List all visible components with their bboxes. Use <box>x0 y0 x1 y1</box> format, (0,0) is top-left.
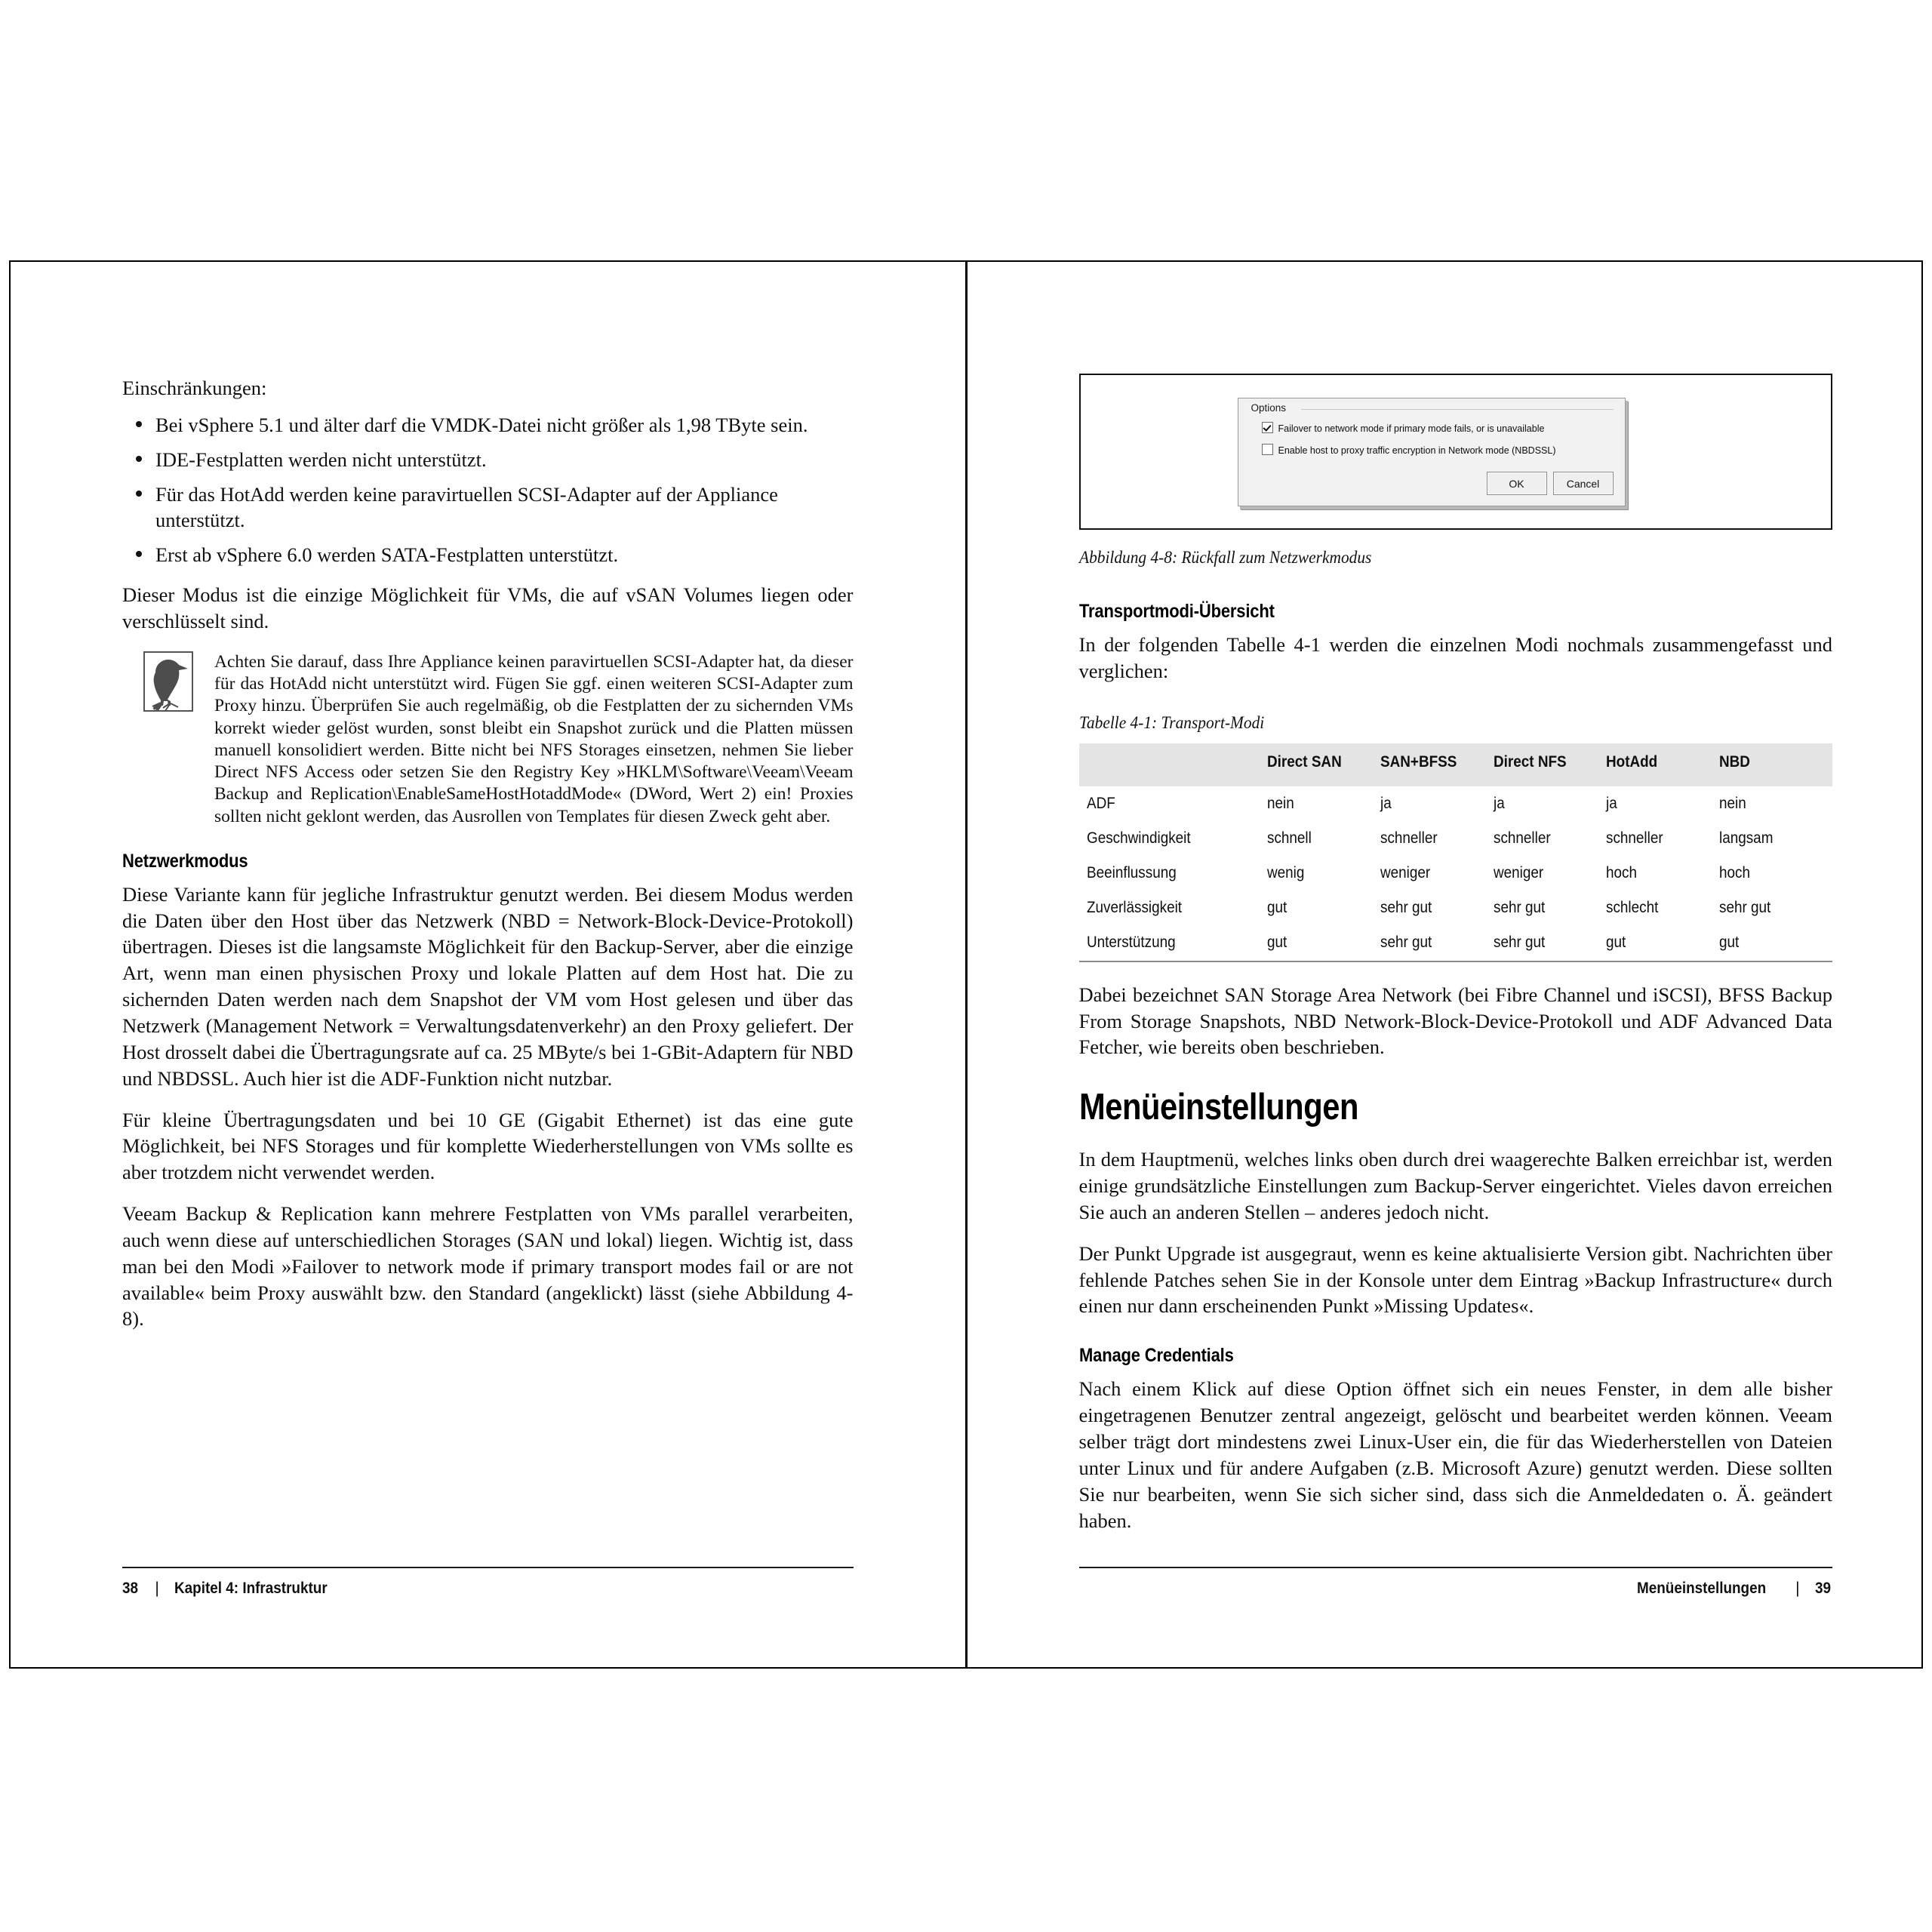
page-number: 39 <box>1814 1580 1831 1597</box>
table-cell: langsam <box>1719 829 1774 847</box>
list-item <box>122 542 854 568</box>
list-item <box>122 412 854 438</box>
right-page <box>968 262 1922 1667</box>
paragraph: Dabei bezeichnet SAN Storage Area Network (bei Fibre Channel und iSCSI), BFSS Backup From Storage Snapshots, NBD Network-Block-Device-Protokoll und ADF Advanced Data Fetcher, wie bereits oben beschrieben. <box>1078 983 1832 1059</box>
chapter-heading-menueeinstellungen: Menüeinstellungen <box>1078 1087 1358 1128</box>
footer-separator: | <box>155 1580 159 1597</box>
table-cell: sehr gut <box>1380 898 1432 916</box>
list-item-text: Bei vSphere 5.1 und älter darf die VMDK-Datei nicht größer als 1,98 TByte sein. <box>155 413 808 436</box>
paragraph: Nach einem Klick auf diese Option öffnet sich ein neues Fenster, in dem alle bisher eingetragenen Benutzer zentral angezeigt, gelöscht und bearbeitet werden können. Veeam selber trägt dort mindestens zwei Linux-User ein, die für das Wiederherstellen von Dateien unter Linux und für andere Aufgaben (z.B. Microsoft Azure) genutzt werden. Diese sollten Sie nur bearbeiten, wenn Sie sich sicher sind, dass sich die Anmeldedaten o. Ä. geändert haben. <box>1078 1377 1832 1532</box>
column-header: SAN+BFSS <box>1380 752 1457 771</box>
bullet-dot <box>136 456 142 462</box>
row-label: Zuverlässigkeit <box>1086 898 1182 916</box>
right-page-footer <box>1079 1567 1833 1598</box>
list-item-text: IDE-Festplatten werden nicht unterstützt. <box>155 448 487 471</box>
column-header: Direct NFS <box>1493 752 1567 771</box>
column-header: HotAdd <box>1606 752 1658 771</box>
limitations-list <box>122 412 854 568</box>
table-cell: nein <box>1267 794 1294 812</box>
table-cell: schneller <box>1493 829 1551 847</box>
table-cell: weniger <box>1493 863 1543 881</box>
table-cell: schnell <box>1267 829 1312 847</box>
table-cell: gut <box>1606 925 1719 961</box>
table-row <box>1079 925 1833 961</box>
table-cell: sehr gut <box>1380 925 1494 961</box>
checkbox-checked-icon[interactable] <box>1262 422 1273 433</box>
paragraph: In dem Hauptmenü, welches links oben durch drei waagerechte Balken erreichbar ist, werden einige grundsätzliche Einstellungen zum Backup-Server eingerichtet. Vieles davon erreichen Sie auch an anderen Stellen – anderes jedoch nicht. <box>1078 1148 1832 1223</box>
table-row <box>1079 786 1833 821</box>
table-cell: schneller <box>1380 829 1438 847</box>
table-row <box>1079 856 1833 891</box>
dialog-inner <box>1244 402 1620 501</box>
limitations-label: Einschränkungen: <box>122 377 267 399</box>
table-cell: schlecht <box>1606 898 1659 916</box>
list-item <box>122 447 854 473</box>
page-number: 38 <box>122 1580 139 1597</box>
table-header-row <box>1079 743 1833 786</box>
paragraph: Veeam Backup & Replication kann mehrere Festplatten von VMs parallel verarbeiten, auch wenn diese auf unterschiedlichen Storages (SAN und lokal) liegen. Wichtig ist, dass man bei den Modi »Failover to network mode if primary transport modes fail or are not available« beim Proxy auswählt bzw. den Standard (angeklickt) lässt (siehe Abbildung 4-8). <box>122 1202 854 1331</box>
options-dialog <box>1238 398 1626 506</box>
row-label: Beeinflussung <box>1086 863 1177 881</box>
row-label: ADF <box>1086 794 1115 812</box>
note-text: Achten Sie darauf, dass Ihre Appliance keinen paravirtuellen SCSI-Adapter hat, da dieser für das HotAdd nicht unterstützt wird. Fügen Sie ggf. einen weiteren SCSI-Adapter zum Proxy hinzu. Überprüfen Sie auch regelmäßig, ob die Festplatten der zu sichernden VMs korrekt wieder gelöst wurden, sonst bleibt ein Snapshot zurück und die Platten müssen manuell konsolidiert werden. Bitte nicht bei NFS Storages einsetzen, nehmen Sie lieber Direct NFS Access oder setzen Sie den Registry Key »HKLM\Software\Veeam\Veeam Backup and Replication\EnableSameHostHotaddMode« (DWord, Wert 2) ein! Proxies sollten nicht geklont werden, das Ausrollen von Templates für diesen Zweck geht aber. <box>214 651 854 826</box>
transport-modes-table <box>1079 743 1833 962</box>
bullet-dot <box>136 551 142 557</box>
checkbox-nbdssl-row[interactable] <box>1262 444 1556 456</box>
table-cell: schneller <box>1606 829 1664 847</box>
list-item-text: Erst ab vSphere 6.0 werden SATA-Festplatten unterstützt. <box>155 543 619 567</box>
subsection-heading-manage-credentials: Manage Credentials <box>1078 1345 1234 1367</box>
left-page-footer <box>122 1567 854 1598</box>
bullet-dot <box>136 421 142 427</box>
vsan-note-paragraph: Dieser Modus ist die einzige Möglichkeit für VMs, die auf vSAN Volumes liegen oder verschlüsselt sind. <box>122 583 854 632</box>
book-spread <box>9 260 1923 1669</box>
table-cell: wenig <box>1267 863 1305 881</box>
table-cell: gut <box>1267 898 1287 916</box>
left-page <box>11 262 968 1667</box>
left-page-body <box>122 262 854 1667</box>
table-cell: gut <box>1267 925 1380 961</box>
list-item <box>122 481 854 534</box>
table-cell: ja <box>1606 794 1618 812</box>
ok-button[interactable]: OK <box>1487 472 1547 495</box>
table-cell: sehr gut <box>1719 898 1771 916</box>
paragraph: Diese Variante kann für jegliche Infrastruktur genutzt werden. Bei diesem Modus werden die Daten über den Host über das Netzwerk (NBD = Network-Block-Device-Protokoll) übertragen. Dieses ist die langsamste Möglichkeit für den Backup-Server, aber die einzige Art, wenn man einen physischen Proxy und lokale Platten auf dem Host hat. Die zu sichernden Daten werden nach dem Snapshot der VM vom Host gelesen und über das Netzwerk (Management Network = Verwaltungsdatenverkehr) an den Proxy geliefert. Der Host drosselt dabei die Übertragungsrate auf ca. 25 MByte/s bei 1-GBit-Adaptern für NBD und NBDSSL. Auch hier ist die ADF-Funktion nicht nutzbar. <box>122 882 854 1090</box>
raven-icon <box>143 651 193 712</box>
checkbox-unchecked-icon[interactable] <box>1262 444 1273 455</box>
paragraph: Der Punkt Upgrade ist ausgegraut, wenn es keine aktualisierte Version gibt. Nachrichten über fehlende Patches sehen Sie in der Konsole unter dem Eintrag »Backup Infrastructure« durch einen nur dann erscheinenden Punkt »Missing Updates«. <box>1078 1241 1832 1318</box>
table-cell: sehr gut <box>1494 925 1607 961</box>
footer-separator: | <box>1795 1580 1800 1597</box>
paragraph: In der folgenden Tabelle 4-1 werden die einzelnen Modi nochmals zusammengefasst und verglichen: <box>1078 633 1832 682</box>
table-cell: hoch <box>1606 863 1638 881</box>
table-cell: gut <box>1719 925 1832 961</box>
running-head: Kapitel 4: Infrastruktur <box>174 1580 328 1597</box>
table-cell: ja <box>1493 794 1505 812</box>
list-item-text: Für das HotAdd werden keine paravirtuellen SCSI-Adapter auf der Appliance unterstützt. <box>155 482 778 532</box>
bullet-dot <box>136 491 142 497</box>
row-label: Geschwindigkeit <box>1086 829 1191 847</box>
row-label: Unterstützung <box>1079 925 1268 961</box>
paragraph: Für kleine Übertragungsdaten und bei 10 GE (Gigabit Ethernet) ist das eine gute Möglichkeit, bei NFS Storages und für komplette Wiederherstellungen von VMs sollte es aber trotzdem nicht verwendet werden. <box>122 1108 854 1184</box>
checkbox-failover-row[interactable] <box>1262 422 1545 434</box>
table-caption: Tabelle 4-1: Transport-Modi <box>1078 712 1264 732</box>
right-page-body <box>1079 262 1833 1667</box>
running-head: Menüeinstellungen <box>1636 1580 1767 1597</box>
table-cell: weniger <box>1380 863 1431 881</box>
figure-caption: Abbildung 4-8: Rückfall zum Netzwerkmodus <box>1078 548 1371 567</box>
table-row <box>1079 891 1833 925</box>
cancel-button[interactable]: Cancel <box>1553 472 1614 495</box>
column-header: NBD <box>1719 752 1751 771</box>
table-cell: hoch <box>1719 863 1751 881</box>
section-heading-netzwerkmodus: Netzwerkmodus <box>122 850 248 872</box>
checkbox-failover-label: Failover to network mode if primary mode fails, or is unavailable <box>1278 423 1545 434</box>
figure-4-8 <box>1079 374 1833 530</box>
group-divider <box>1301 409 1614 410</box>
table-cell: ja <box>1380 794 1392 812</box>
table-cell: sehr gut <box>1493 898 1545 916</box>
table-cell: nein <box>1719 794 1746 812</box>
note-box <box>143 651 854 828</box>
options-group-label: Options <box>1251 402 1291 414</box>
section-heading-transportmodi: Transportmodi-Übersicht <box>1078 601 1275 622</box>
table-row <box>1079 821 1833 856</box>
column-header: Direct SAN <box>1267 752 1342 771</box>
checkbox-nbdssl-label: Enable host to proxy traffic encryption in Network mode (NBDSSL) <box>1278 445 1556 456</box>
column-header <box>1079 743 1268 786</box>
